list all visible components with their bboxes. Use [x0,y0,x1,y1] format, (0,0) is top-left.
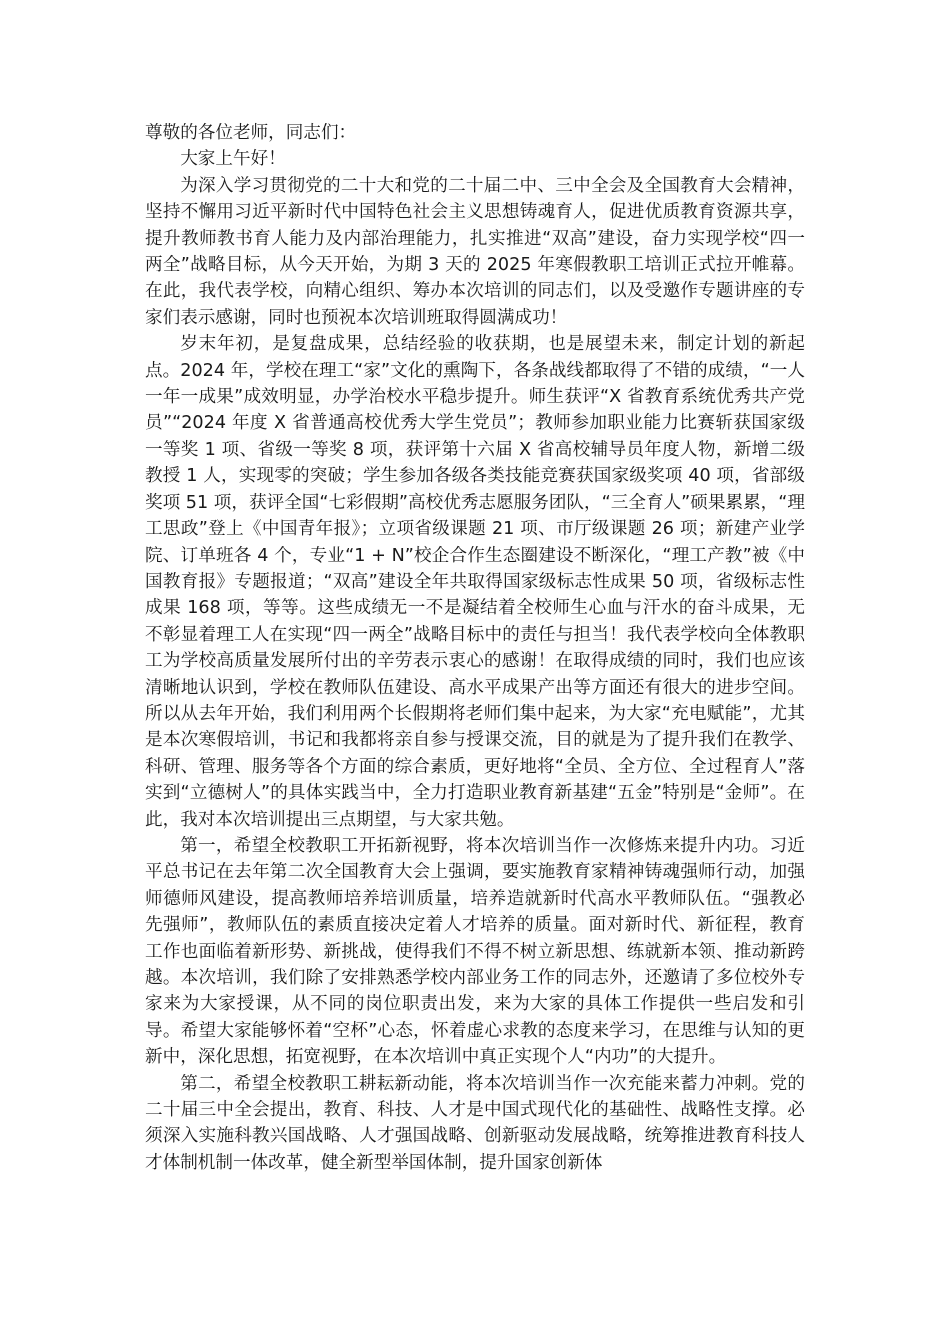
paragraph-first-expectation: 第一，希望全校教职工开拓新视野，将本次培训当作一次修炼来提升内功。习近平总书记在去年第二次全国教育大会上强调，要实施教育家精神铸魂强师行动，加强师德师风建设，提高教师培养培训质量，培养造就新时代高水平教师队伍。“强教必先强师”，教师队伍的素质直接决定着人才培养的质量。面对新时代、新征程，教育工作也面临着新形势、新挑战，使得我们不得不树立新思想、练就新本领、推动新跨越。本次培训，我们除了安排熟悉学校内部业务工作的同志外，还邀请了多位校外专家来为大家授课，从不同的岗位职责出发，来为大家的具体工作提供一些启发和引导。希望大家能够怀着“空杯”心态，怀着虚心求教的态度来学习，在思维与认知的更新中，深化思想，拓宽视野，在本次培训中真正实现个人“内功”的大提升。 [145,835,805,1068]
paragraph-opening: 为深入学习贯彻党的二十大和党的二十届二中、三中全会及全国教育大会精神，坚持不懈用习近平新时代中国特色社会主义思想铸魂育人，促进优质教育资源共享，提升教师教书育人能力及内部治理能力，扎实推进“双高”建设，奋力实现学校“四一两全”战略目标，从今天开始，为期 3 天的 2025 年寒假教职工培训正式拉开帷幕。在此，我代表学校，向精心组织、筹办本次培训的同志们，以及受邀作专题讲座的专家们表示感谢，同时也预祝本次培训班取得圆满成功！ [145,175,805,328]
paragraph-second-expectation: 第二，希望全校教职工耕耘新动能，将本次培训当作一次充能来蓄力冲刺。党的二十届三中全会提出，教育、科技、人才是中国式现代化的基础性、战略性支撑。必须深入实施科教兴国战略、人才强国战略、创新驱动发展战略，统筹推进教育科技人才体制机制一体改革，健全新型举国体制，提升国家创新体 [145,1073,805,1173]
paragraph-achievements: 岁末年初，是复盘成果，总结经验的收获期，也是展望未来，制定计划的新起点。2024 年，学校在理工“家”文化的熏陶下，各条战线都取得了不错的成绩，“一人一年一成果”成效明显，办学治校水平稳步提升。师生获评“X 省教育系统优秀共产党员”“2024 年度 X 省普通高校优秀大学生党员”；教师参加职业能力比赛斩获国家级一等奖 1 项、省级一等奖 8 项，获评第十六届 X 省高校辅导员年度人物，新增二级教授 1 人，实现零的突破；学生参加各级各类技能竞赛获国家级奖项 40 项，省部级奖项 51 项，获评全国“七彩假期”高校优秀志愿服务团队，“三全育人”硕果累累，“理工思政”登上《中国青年报》；立项省级课题 21 项、市厅级课题 26 项；新建产业学院、订单班各 4 个，专业“1 + N”校企合作生态圈建设不断深化，“理工产教”被《中国教育报》专题报道；“双高”建设全年共取得国家级标志性成果 50 项，省级标志性成果 168 项，等等。这些成绩无一不是凝结着全校师生心血与汗水的奋斗成果，无不彰显着理工人在实现“四一两全”战略目标中的责任与担当！我代表学校向全体教职工为学校高质量发展所付出的辛劳表示衷心的感谢！在取得成绩的同时，我们也应该清晰地认识到，学校在教师队伍建设、高水平成果产出等方面还有很大的进步空间。所以从去年开始，我们利用两个长假期将老师们集中起来，为大家“充电赋能”，尤其是本次寒假培训，书记和我都将亲自参与授课交流，目的就是为了提升我们在教学、科研、管理、服务等各个方面的综合素质，更好地将“全员、全方位、全过程育人”落实到“立德树人”的具体实践当中，全力打造职业教育新基建“五金”特别是“金师”。在此，我对本次培训提出三点期望，与大家共勉。 [145,334,805,830]
document-body [145,120,805,1176]
greeting: 大家上午好！ [180,149,286,170]
salutation: 尊敬的各位老师，同志们： [145,123,357,143]
